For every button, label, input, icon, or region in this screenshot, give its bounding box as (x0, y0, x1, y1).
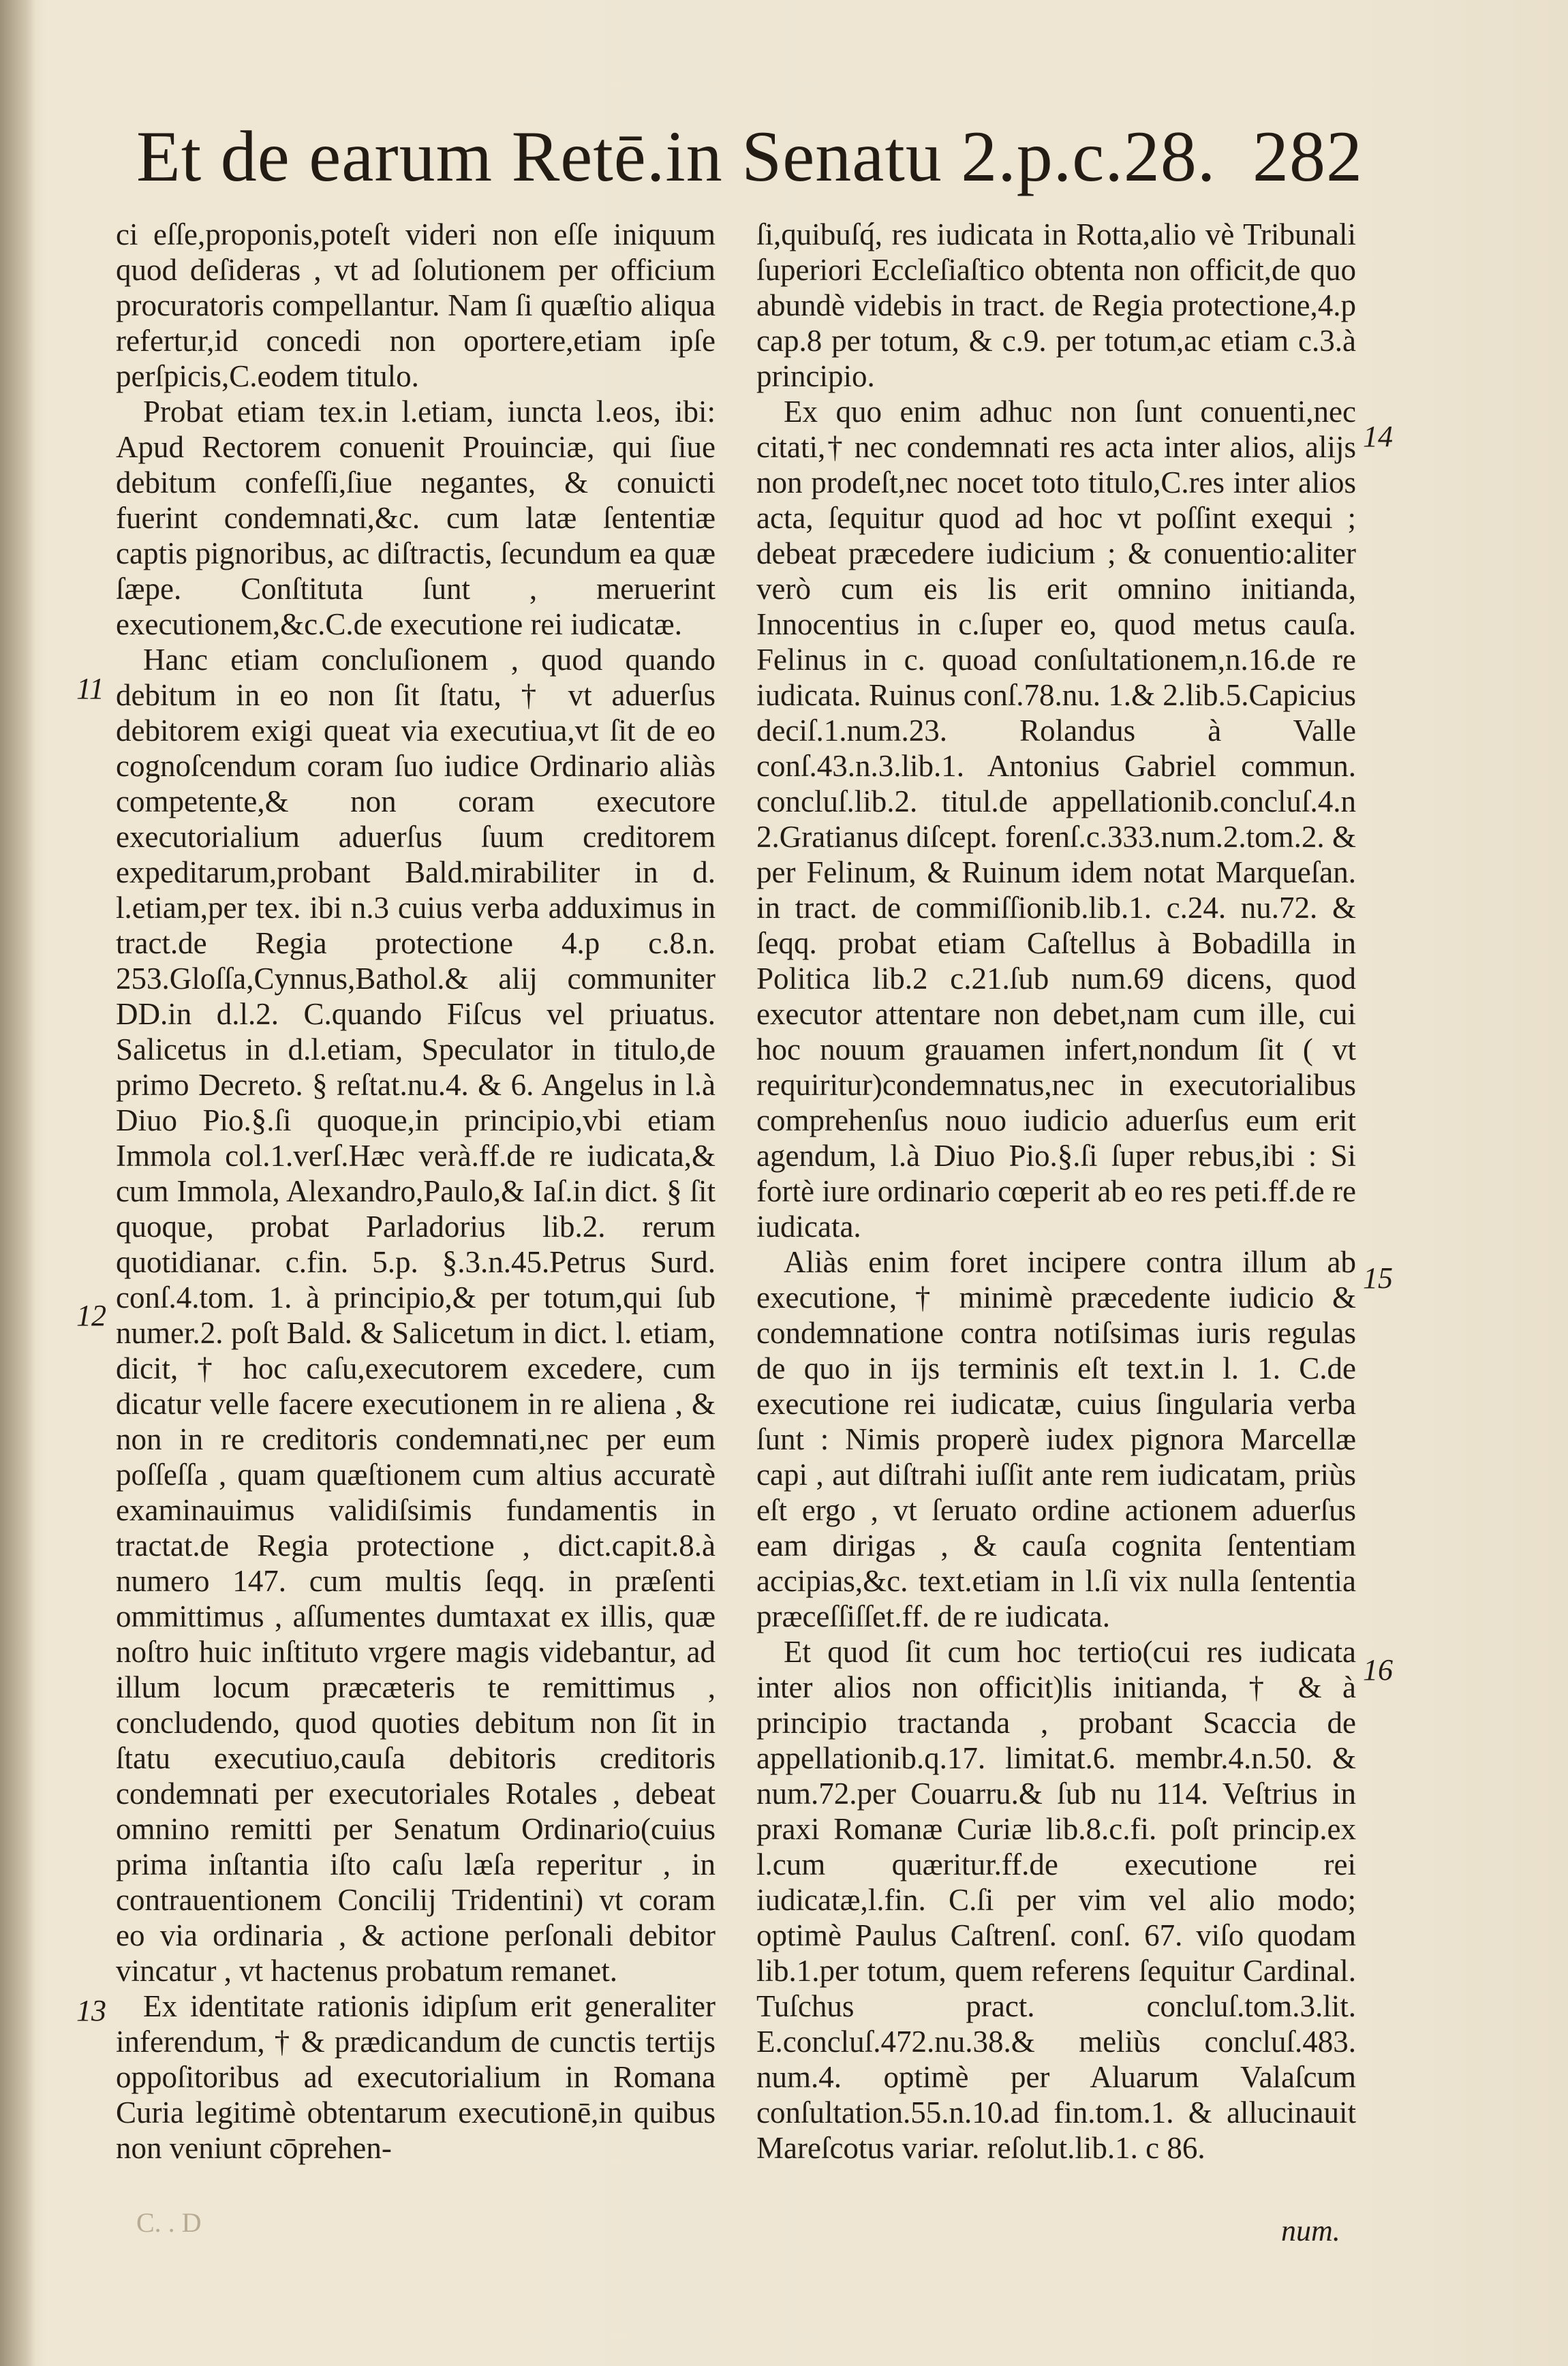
header-title: Et de earum Retē.in Senatu 2.p.c.28. (136, 117, 1216, 196)
right-paragraph-3: Aliàs enim foret incipere contra illum ab executione, † minimè præcedente iudicio & condemnatione contra notiſsimas iuris regulas de quo in ijs terminis eſt text.in l. 1. C.de executione rei iudicatæ, cuius ſingularia verba ſunt : Nimis properè iudex pignora Marcellæ capi , aut diſtrahi iuſſit ante rem iudicatam, priùs eſt ergo , vt ſeruato ordine actionem aduerſus eam dirigas , & cauſa cognita ſententiam accipias,&c. text.etiam in l.ſi vix nulla ſententia præceſſiſſet.ff. de re iudicata. (756, 1245, 1356, 1633)
left-paragraph-1: ci eſſe,proponis,poteſt videri non eſſe iniquum quod deſideras , vt ad ſolutionem per officium procuratoris compellantur. Nam ſi quæſtio aliqua refertur,id concedi non oportere,etiam ipſe perſpicis,C.eodem titulo. (116, 217, 716, 393)
right-paragraph-1: ſi,quibuſq́, res iudicata in Rotta,alio vè Tribunali ſuperiori Eccleſiaſtico obtenta non officit,de quo abundè videbis in tract. de Regia protectione,4.p cap.8 per totum, & c.9. per totum,ac etiam c.3.à principio. (756, 217, 1356, 393)
binding-gutter (0, 0, 35, 2366)
margin-number-14: 14 (1363, 420, 1393, 453)
left-paragraph-4: Ex identitate rationis idipſum erit generaliter inferendum, † & prædicandum de cunctis tertijs oppoſitoribus ad executorialium in Romana Curia legitimè obtentarum executionē,in quibus non veniunt cōprehen- (116, 1989, 716, 2165)
margin-number-12: 12 (76, 1299, 106, 1332)
running-header (136, 109, 1363, 204)
margin-number-15: 15 (1363, 1261, 1393, 1295)
margin-number-11: 11 (76, 672, 104, 705)
right-paragraph-2: Ex quo enim adhuc non ſunt conuenti,nec citati,† nec condemnati res acta inter alios, alijs non prodeſt,nec nocet toto titulo,C.res inter alios acta, ſequitur quod ad hoc vt poſſint exequi ; debeat præcedere iudicium ; & conuentio:aliter verò cum eis lis erit omnino initianda, Innocentius in c.ſuper eo, quod metus cauſa. Felinus in c. quoad conſultationem,n.16.de re iudicata. Ruinus conſ.78.nu. 1.& 2.lib.5.Capicius deciſ.1.num.23. Rolandus à Valle conſ.43.n.3.lib.1. Antonius Gabriel commun. concluſ.lib.2. titul.de appellationib.concluſ.4.n 2.Gratianus diſcept. forenſ.c.333.num.2.tom.2. & per Felinum, & Ruinum idem notat Marqueſan. in tract. de commiſſionib.lib.1. c.24. nu.72. & ſeqq. probat etiam Caſtellus à Bobadilla in Politica lib.2 c.21.ſub num.69 dicens, quod executor attentare non debet,nam cum ille, cui hoc nouum grauamen infert,nondum ſit ( vt requiritur)condemnatus,nec in executorialibus comprehenſus nouo iudicio aduerſus eum erit agendum, l.à Diuo Pio.§.ſi ſuper rebus,ibi : Si fortè iure ordinario cœperit ab eo res peti.ff.de re iudicata. (756, 395, 1356, 1244)
margin-number-13: 13 (76, 1994, 106, 2027)
page-number: 282 (1252, 117, 1363, 196)
bottom-signature-mark: C. . D (136, 2207, 202, 2238)
margin-number-16: 16 (1363, 1653, 1393, 1687)
left-paragraph-2: Probat etiam tex.in l.etiam, iuncta l.eos, ibi: Apud Rectorem conuenit Prouinciæ, qui ſiue debitum confeſſi,ſiue negantes, & conuicti fuerint condemnati,&c. cum latæ ſententiæ captis pignoribus, ac diſtractis, ſecundum ea quæ ſæpe. Conſtituta ſunt , meruerint executionem,&c.C.de executione rei iudicatæ. (116, 395, 716, 641)
right-column (756, 217, 1356, 2166)
catchword: num. (1281, 2214, 1340, 2247)
left-column (116, 217, 716, 2166)
right-paragraph-4: Et quod ſit cum hoc tertio(cui res iudicata inter alios non officit)lis initianda, † & à principio tractanda , probant Scaccia de appellationib.q.17. limitat.6. membr.4.n.50. & num.72.per Couarru.& ſub nu 114. Veſtrius in praxi Romanæ Curiæ lib.8.c.fi. poſt princip.ex l.cum quæritur.ff.de executione rei iudicatæ,l.fin. C.ſi per vim vel alio modo; optimè Paulus Caſtrenſ. conſ. 67. viſo quodam lib.1.per totum, quem referens ſequitur Cardinal. Tuſchus pract. concluſ.tom.3.lit. E.concluſ.472.nu.38.& meliùs concluſ.483. num.4. optimè per Aluarum Valaſcum conſultation.55.n.10.ad fin.tom.1. & allucinauit Mareſcotus variar. reſolut.lib.1. c 86. (756, 1635, 1356, 2165)
left-paragraph-3: Hanc etiam concluſionem , quod quando debitum in eo non ſit ſtatu, † vt aduerſus debitorem exigi queat via executiua,vt ſit de eo cognoſcendum coram ſuo iudice Ordinario aliàs competente,& non coram executore executorialium aduerſus ſuum creditorem expeditarum,probant Bald.mirabiliter in d. l.etiam,per tex. ibi n.3 cuius verba adduximus in tract.de Regia protectione 4.p c.8.n. 253.Gloſſa,Cynnus,Bathol.& alij communiter DD.in d.l.2. C.quando Fiſcus vel priuatus. Salicetus in d.l.etiam, Speculator in titulo,de primo Decreto. § reſtat.nu.4. & 6. Angelus in l.à Diuo Pio.§.ſi quoque,in principio,vbi etiam Immola col.1.verſ.Hæc verà.ff.de re iudicata,& cum Immola, Alexandro,Paulo,& Iaſ.in dict. § ſit quoque, probat Parladorius lib.2. rerum quotidianar. c.fin. 5.p. §.3.n.45.Petrus Surd. conſ.4.tom. 1. à principio,& per totum,qui ſub numer.2. poſt Bald. & Salicetum in dict. l. etiam, dicit, † hoc caſu,executorem excedere, cum dicatur velle facere executionem in re aliena , & non in re creditoris condemnati,nec per eum poſſeſſa , quam quæſtionem cum altius accuratè examinauimus validiſsimis fundamentis in tractat.de Regia protectione , dict.capit.8.à numero 147. cum multis ſeqq. in præſenti ommittimus , aſſumentes dumtaxat ex illis, quæ noſtro huic inſtituto vrgere magis videbantur, ad illum locum præcæteris te remittimus , concludendo, quod quoties debitum non ſit in ſtatu executiuo,cauſa debitoris creditoris condemnati per executoriales Rotales , debeat omnino remitti per Senatum Ordinario(cuius prima inſtantia iſto caſu læſa reperitur , in contrauentionem Concilij Tridentini) vt coram eo via ordinaria , & actione perſonali debitor vincatur , vt hactenus probatum remanet. (116, 643, 716, 1988)
